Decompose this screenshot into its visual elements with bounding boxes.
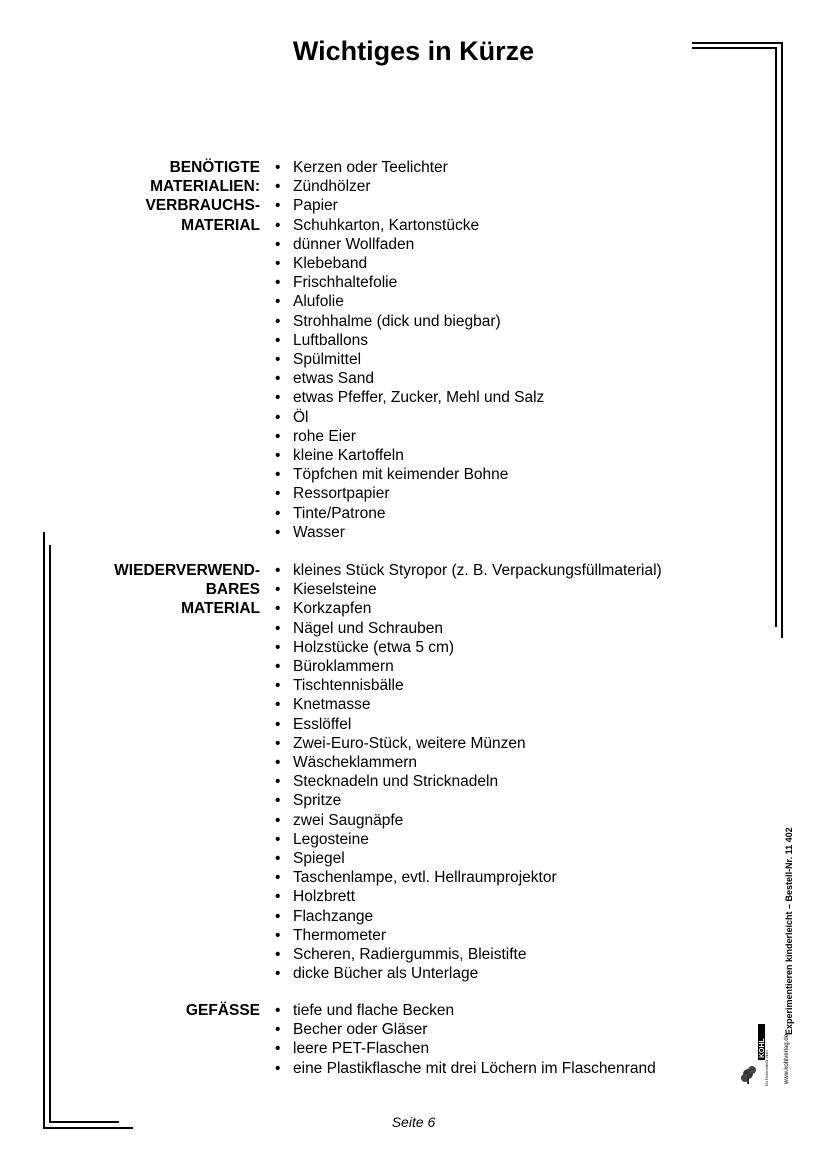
section-label: [60, 158, 260, 235]
section-label-line: WIEDERVERWEND-: [114, 562, 260, 579]
section-label-line: MATERIALIEN:: [150, 178, 260, 196]
list-item: • leere PET-Flaschen: [275, 1039, 656, 1058]
item-list: [275, 1001, 656, 1078]
section-label: [60, 561, 260, 619]
page-number: Seite 6: [391, 1114, 436, 1130]
product-line-text: Experimentieren kinderleicht – Bestell-Nr. 11 402: [784, 827, 794, 1035]
svg-text:Ein Fortschritt für Ihren: Ein Fortschritt für Ihren: [765, 1050, 769, 1086]
section-label: [60, 1001, 260, 1020]
list-item: • Klebeband: [275, 254, 544, 273]
list-item: • Kerzen oder Teelichter: [275, 158, 544, 177]
list-item: • Tischtennisbälle: [275, 676, 662, 695]
list-item: • tiefe und flache Becken: [275, 1001, 656, 1020]
list-item: • Frischhaltefolie: [275, 273, 544, 292]
list-item: • Scheren, Radiergummis, Bleistifte: [275, 945, 662, 964]
section-label-line: MATERIAL: [181, 600, 260, 618]
list-item: • Legosteine: [275, 830, 662, 849]
list-item: • Spülmittel: [275, 350, 544, 369]
list-item: • Knetmasse: [275, 695, 662, 714]
publisher-url: www.kohlverlag.de: [784, 1033, 790, 1084]
list-item: • Thermometer: [275, 926, 662, 945]
list-item: • zwei Saugnäpfe: [275, 811, 662, 830]
list-item: • Becher oder Gläser: [275, 1020, 656, 1039]
list-item: • dicke Bücher als Unterlage: [275, 964, 662, 983]
list-item: • dünner Wollfaden: [275, 235, 544, 254]
frame-left-outer: [43, 532, 45, 1129]
list-item: • Ressortpapier: [275, 484, 544, 503]
list-item: • Wasser: [275, 523, 544, 542]
list-item: • Papier: [275, 196, 544, 215]
list-item: • Luftballons: [275, 331, 544, 350]
list-item: • Spritze: [275, 791, 662, 810]
list-item: • Nägel und Schrauben: [275, 619, 662, 638]
list-item: • Töpfchen mit keimender Bohne: [275, 465, 544, 484]
frame-right-inner: [775, 47, 777, 627]
list-item: • Taschenlampe, evtl. Hellraumprojektor: [275, 868, 662, 887]
list-item: • Stecknadeln und Stricknadeln: [275, 772, 662, 791]
svg-text:KOHL: KOHL: [759, 1038, 766, 1058]
list-item: • Zwei-Euro-Stück, weitere Münzen: [275, 734, 662, 753]
section-label-line: VERBRAUCHS-: [145, 197, 260, 215]
list-item: • Holzbrett: [275, 887, 662, 906]
section-label-line: MATERIAL: [181, 216, 260, 234]
list-item: • Alufolie: [275, 292, 544, 311]
list-item: • Kieselsteine: [275, 580, 662, 599]
list-item: • Zündhölzer: [275, 177, 544, 196]
list-item: • Wäscheklammern: [275, 753, 662, 772]
list-item: • etwas Sand: [275, 369, 544, 388]
list-item: • Tinte/Patrone: [275, 504, 544, 523]
list-item: • Korkzapfen: [275, 599, 662, 618]
page-title: Wichtiges in Kürze: [292, 36, 535, 66]
frame-left-inner: [49, 545, 51, 1123]
frame-right-outer: [781, 42, 783, 638]
list-item: • Büroklammern: [275, 657, 662, 676]
item-list: [275, 561, 662, 983]
tree-logo-icon: [738, 1020, 772, 1088]
list-item: • Holzstücke (etwa 5 cm): [275, 638, 662, 657]
list-item: • Schuhkarton, Kartonstücke: [275, 216, 544, 235]
item-list: [275, 158, 544, 542]
list-item: • kleine Kartoffeln: [275, 446, 544, 465]
list-item: • Flachzange: [275, 907, 662, 926]
list-item: • Öl: [275, 408, 544, 427]
list-item: • etwas Pfeffer, Zucker, Mehl und Salz: [275, 388, 544, 407]
list-item: • rohe Eier: [275, 427, 544, 446]
section-label-line: BARES: [205, 581, 260, 599]
section-label-line: GEFÄSSE: [185, 1002, 260, 1019]
list-item: • kleines Stück Styropor (z. B. Verpackungsfüllmaterial): [275, 561, 662, 580]
list-item: • eine Plastikflasche mit drei Löchern im Flaschenrand: [275, 1059, 656, 1078]
list-item: • Spiegel: [275, 849, 662, 868]
list-item: • Esslöffel: [275, 715, 662, 734]
list-item: • Strohhalme (dick und biegbar): [275, 312, 544, 331]
section-label-line: BENÖTIGTE: [169, 159, 260, 176]
